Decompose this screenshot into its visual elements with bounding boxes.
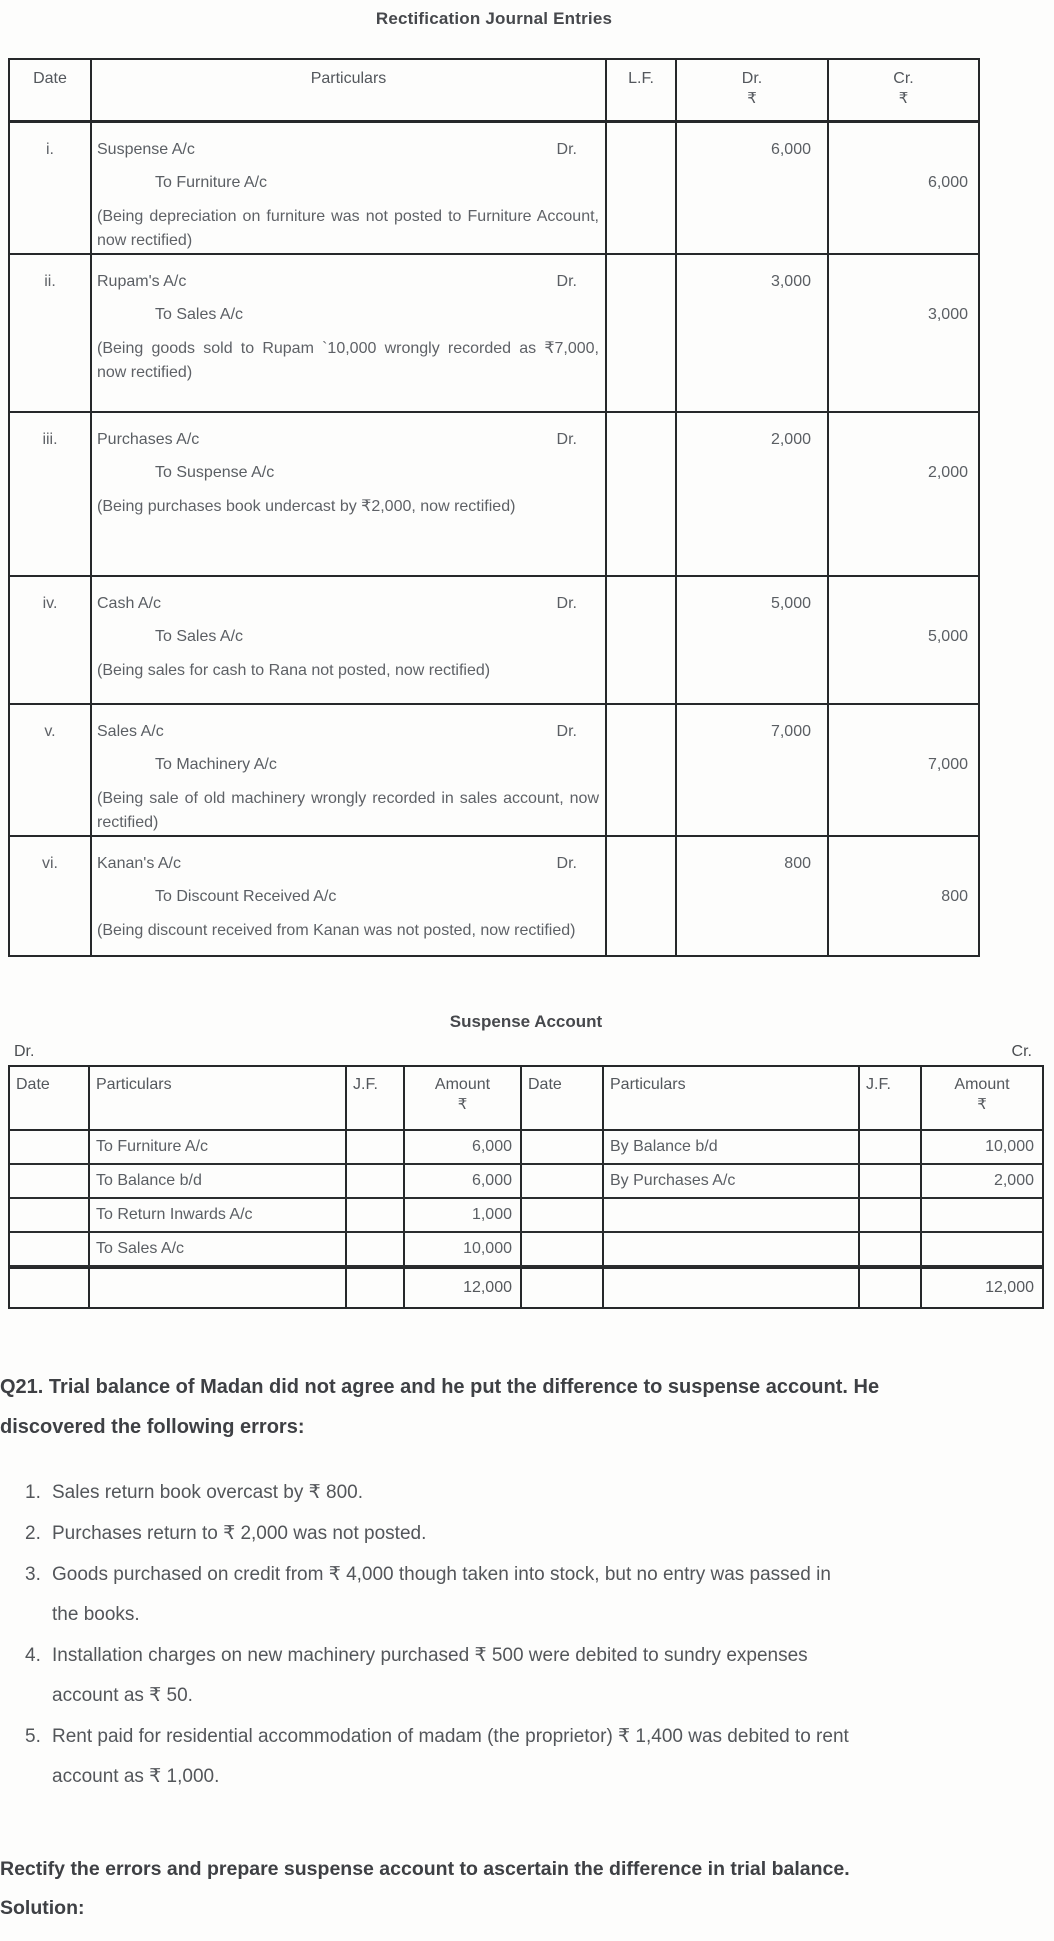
error-item-number: 3. — [25, 1564, 41, 1585]
journal-entry-row — [10, 123, 978, 255]
dr-suffix-label: Dr. — [556, 855, 577, 872]
suspense-table-body — [10, 1131, 1042, 1267]
suspense-header-jf-label: J.F. — [866, 1076, 891, 1093]
journal-entry-cr-cell — [829, 837, 978, 955]
dr-suffix-label: Dr. — [556, 595, 577, 612]
suspense-total-amount-dr: 12,000 — [405, 1269, 522, 1307]
suspense-header-date-label: Date — [16, 1076, 50, 1093]
error-item-number: 1. — [25, 1482, 41, 1503]
journal-entry-lf-cell — [607, 705, 677, 835]
journal-header-dr — [677, 60, 829, 120]
error-item-text: Purchases return to ₹ 2,000 was not posted. — [52, 1523, 427, 1544]
error-item-number: 4. — [25, 1645, 41, 1666]
suspense-header-particulars-cr — [604, 1067, 860, 1129]
rupee-symbol: ₹ — [977, 1096, 987, 1113]
suspense-particulars-cr-cell — [604, 1233, 860, 1265]
suspense-table-header-row — [10, 1067, 1042, 1131]
error-item-text: Goods purchased on credit from ₹ 4,000 though taken into stock, but no entry was passed in the books. — [52, 1564, 831, 1625]
dr-amount: 3,000 — [770, 273, 811, 290]
journal-header-cr — [829, 60, 978, 120]
suspense-header-amount-dr — [405, 1067, 522, 1129]
suspense-header-date-dr — [10, 1067, 90, 1129]
narration-text: (Being sale of old machinery wrongly recorded in sales account, now rectified) — [97, 790, 599, 831]
suspense-jf-dr-cell — [347, 1199, 405, 1231]
journal-entry-cr-cell — [829, 413, 978, 575]
debit-account-line — [92, 123, 605, 166]
cr-amount: 3,000 — [927, 306, 968, 323]
debit-account-name: Suspense A/c — [97, 141, 195, 158]
credit-account-line: To Sales A/c — [155, 628, 244, 645]
question-instruction: Rectify the errors and prepare suspense account to ascertain the difference in trial balance. — [0, 1858, 850, 1880]
journal-entries-title: Rectification Journal Entries — [375, 9, 613, 28]
suspense-dr-side-label: Dr. — [14, 1043, 35, 1060]
suspense-amount-cr-cell: 10,000 — [985, 1138, 1034, 1155]
suspense-header-jf-label: J.F. — [353, 1076, 378, 1093]
narration-text: (Being discount received from Kanan was not posted, now rectified) — [97, 922, 576, 939]
dr-amount: 2,000 — [770, 431, 811, 448]
suspense-row — [10, 1199, 1042, 1233]
suspense-amount-cr-cell — [922, 1199, 1042, 1231]
narration-text: (Being purchases book undercast by ₹2,000, now rectified) — [97, 498, 516, 515]
journal-entry-particulars-cell — [92, 577, 607, 703]
journal-entry-date-cell — [10, 837, 92, 955]
suspense-date-cr-cell — [522, 1233, 604, 1265]
suspense-date-cr-cell — [522, 1199, 604, 1231]
debit-account-name: Sales A/c — [97, 723, 164, 740]
cr-amount: 6,000 — [927, 174, 968, 191]
suspense-date-dr-cell — [10, 1233, 90, 1265]
suspense-date-dr-cell — [10, 1131, 90, 1163]
journal-header-cr-label: Cr. — [893, 70, 914, 87]
suspense-amount-dr-cell: 6,000 — [405, 1165, 522, 1197]
error-list — [0, 1473, 1054, 1797]
journal-entry-particulars-cell — [92, 837, 607, 955]
suspense-jf-dr-cell — [347, 1165, 405, 1197]
journal-entry-cr-cell — [829, 255, 978, 411]
journal-entry-dr-cell — [677, 837, 829, 955]
journal-entry-date-cell — [10, 123, 92, 253]
suspense-amount-dr-cell: 10,000 — [405, 1233, 522, 1265]
entry-serial: i. — [46, 141, 54, 158]
rupee-symbol: ₹ — [898, 90, 909, 107]
suspense-header-jf-cr — [860, 1067, 922, 1129]
suspense-total-date-dr — [10, 1269, 90, 1307]
debit-account-name: Cash A/c — [97, 595, 162, 612]
journal-entry-cr-cell — [829, 577, 978, 703]
journal-header-date — [10, 60, 92, 120]
question-q21-text: Q21. Trial balance of Madan did not agree and he put the difference to suspense account. He discovered the following errors: — [0, 1376, 880, 1438]
entry-serial: ii. — [44, 273, 56, 290]
error-item-text: Sales return book overcast by ₹ 800. — [52, 1482, 363, 1503]
cr-amount: 800 — [941, 888, 968, 905]
entry-serial: iv. — [42, 595, 58, 612]
credit-account-line: To Suspense A/c — [155, 464, 275, 481]
journal-table-header-row — [10, 60, 978, 123]
narration-text: (Being sales for cash to Rana not posted, now rectified) — [97, 662, 491, 679]
error-list-item — [0, 1555, 852, 1635]
journal-header-lf-label: L.F. — [628, 70, 654, 87]
debit-account-line — [92, 577, 605, 620]
error-list-item — [0, 1636, 852, 1716]
dr-amount: 6,000 — [770, 141, 811, 158]
journal-entry-particulars-cell — [92, 705, 607, 835]
debit-account-name: Purchases A/c — [97, 431, 200, 448]
debit-account-line — [92, 837, 605, 880]
suspense-particulars-dr-cell: To Furniture A/c — [90, 1131, 347, 1163]
suspense-particulars-cr-cell: By Purchases A/c — [604, 1165, 860, 1197]
journal-entry-row — [10, 255, 978, 413]
journal-entry-row — [10, 413, 978, 577]
error-list-item — [0, 1514, 852, 1554]
journal-entry-lf-cell — [607, 837, 677, 955]
debit-account-line — [92, 705, 605, 748]
suspense-amount-dr-cell: 6,000 — [405, 1131, 522, 1163]
suspense-particulars-dr-cell: To Balance b/d — [90, 1165, 347, 1197]
journal-entry-dr-cell — [677, 413, 829, 575]
suspense-amount-cr-cell — [922, 1233, 1042, 1265]
suspense-date-dr-cell — [10, 1165, 90, 1197]
error-item-text: Rent paid for residential accommodation of madam (the proprietor) ₹ 1,400 was debited to rent account as ₹ 1,000. — [52, 1726, 849, 1787]
suspense-particulars-cr-cell: By Balance b/d — [604, 1131, 860, 1163]
suspense-header-particulars-dr — [90, 1067, 347, 1129]
journal-header-lf — [607, 60, 677, 120]
solution-label: Solution: — [0, 1897, 85, 1919]
credit-account-line: To Machinery A/c — [155, 756, 277, 773]
suspense-total-particulars-dr — [90, 1269, 347, 1307]
journal-entry-row — [10, 837, 978, 955]
error-item-number: 5. — [25, 1726, 41, 1747]
narration-text: (Being goods sold to Rupam `10,000 wrongly recorded as ₹7,000, now rectified) — [97, 340, 599, 381]
suspense-jf-dr-cell — [347, 1233, 405, 1265]
suspense-jf-cr-cell — [860, 1233, 922, 1265]
narration-text: (Being depreciation on furniture was not posted to Furniture Account, now rectified) — [97, 208, 599, 249]
entry-serial: iii. — [42, 431, 58, 448]
journal-entry-lf-cell — [607, 123, 677, 253]
suspense-particulars-cr-cell — [604, 1199, 860, 1231]
suspense-header-particulars-label: Particulars — [96, 1076, 172, 1093]
suspense-amount-cr-cell: 2,000 — [993, 1172, 1034, 1189]
suspense-row — [10, 1131, 1042, 1165]
journal-entry-particulars-cell — [92, 255, 607, 411]
suspense-header-date-cr — [522, 1067, 604, 1129]
cr-amount: 2,000 — [927, 464, 968, 481]
suspense-jf-cr-cell — [860, 1165, 922, 1197]
suspense-cr-side-label: Cr. — [1011, 1043, 1032, 1060]
rectification-journal-table — [8, 58, 980, 957]
debit-account-name: Kanan's A/c — [97, 855, 181, 872]
suspense-total-amount-cr: 12,000 — [985, 1279, 1034, 1296]
dr-suffix-label: Dr. — [556, 141, 577, 158]
journal-entry-date-cell — [10, 577, 92, 703]
suspense-jf-dr-cell — [347, 1131, 405, 1163]
suspense-header-date-label: Date — [528, 1076, 562, 1093]
debit-account-line — [92, 255, 605, 298]
journal-entry-dr-cell — [677, 255, 829, 411]
suspense-header-amount-label: Amount — [434, 1076, 491, 1093]
suspense-total-jf-dr — [347, 1269, 405, 1307]
journal-entry-dr-cell — [677, 123, 829, 253]
journal-header-date-label: Date — [33, 70, 67, 87]
entry-serial: vi. — [42, 855, 58, 872]
dr-suffix-label: Dr. — [556, 723, 577, 740]
suspense-jf-cr-cell — [860, 1199, 922, 1231]
journal-entry-row — [10, 705, 978, 837]
error-item-number: 2. — [25, 1523, 41, 1544]
credit-account-line: To Furniture A/c — [155, 174, 268, 191]
suspense-date-cr-cell — [522, 1165, 604, 1197]
suspense-account-title: Suspense Account — [449, 1012, 603, 1031]
suspense-header-particulars-label: Particulars — [610, 1076, 686, 1093]
suspense-amount-dr-cell: 1,000 — [405, 1199, 522, 1231]
journal-entry-date-cell — [10, 255, 92, 411]
debit-account-line — [92, 413, 605, 456]
journal-entry-lf-cell — [607, 577, 677, 703]
journal-header-dr-label: Dr. — [741, 70, 763, 87]
credit-account-line: To Discount Received A/c — [155, 888, 337, 905]
suspense-particulars-dr-cell: To Sales A/c — [90, 1233, 347, 1265]
dr-amount: 800 — [784, 855, 811, 872]
suspense-side-labels — [8, 1043, 1044, 1061]
journal-entry-particulars-cell — [92, 413, 607, 575]
suspense-date-cr-cell — [522, 1131, 604, 1163]
suspense-header-amount-label: Amount — [954, 1076, 1010, 1093]
journal-entry-date-cell — [10, 413, 92, 575]
journal-header-particulars — [92, 60, 607, 120]
dr-amount: 5,000 — [770, 595, 811, 612]
journal-entry-particulars-cell — [92, 123, 607, 253]
journal-entry-lf-cell — [607, 255, 677, 411]
error-list-item — [0, 1717, 852, 1797]
rupee-symbol: ₹ — [457, 1096, 468, 1113]
suspense-total-particulars-cr — [604, 1269, 860, 1307]
journal-header-particulars-label: Particulars — [310, 70, 387, 87]
journal-entry-dr-cell — [677, 577, 829, 703]
suspense-header-jf-dr — [347, 1067, 405, 1129]
suspense-row — [10, 1233, 1042, 1267]
suspense-total-date-cr — [522, 1269, 604, 1307]
error-item-text: Installation charges on new machinery purchased ₹ 500 were debited to sundry expenses account as ₹ 50. — [52, 1645, 808, 1706]
journal-entry-row — [10, 577, 978, 705]
dr-suffix-label: Dr. — [556, 273, 577, 290]
dr-suffix-label: Dr. — [556, 431, 577, 448]
suspense-total-row — [10, 1267, 1042, 1307]
suspense-jf-cr-cell — [860, 1131, 922, 1163]
journal-entry-cr-cell — [829, 705, 978, 835]
journal-entry-dr-cell — [677, 705, 829, 835]
entry-serial: v. — [44, 723, 56, 740]
journal-entry-date-cell — [10, 705, 92, 835]
rupee-symbol: ₹ — [747, 90, 757, 107]
error-list-item — [0, 1473, 852, 1513]
credit-account-line: To Sales A/c — [155, 306, 244, 323]
journal-entry-cr-cell — [829, 123, 978, 253]
debit-account-name: Rupam's A/c — [97, 273, 187, 290]
suspense-header-amount-cr — [922, 1067, 1042, 1129]
suspense-particulars-dr-cell: To Return Inwards A/c — [90, 1199, 347, 1231]
suspense-account-table — [8, 1065, 1044, 1309]
suspense-date-dr-cell — [10, 1199, 90, 1231]
cr-amount: 7,000 — [927, 756, 968, 773]
suspense-row — [10, 1165, 1042, 1199]
journal-entry-lf-cell — [607, 413, 677, 575]
cr-amount: 5,000 — [927, 628, 968, 645]
suspense-total-jf-cr — [860, 1269, 922, 1307]
dr-amount: 7,000 — [770, 723, 811, 740]
journal-entries-body — [10, 123, 978, 955]
